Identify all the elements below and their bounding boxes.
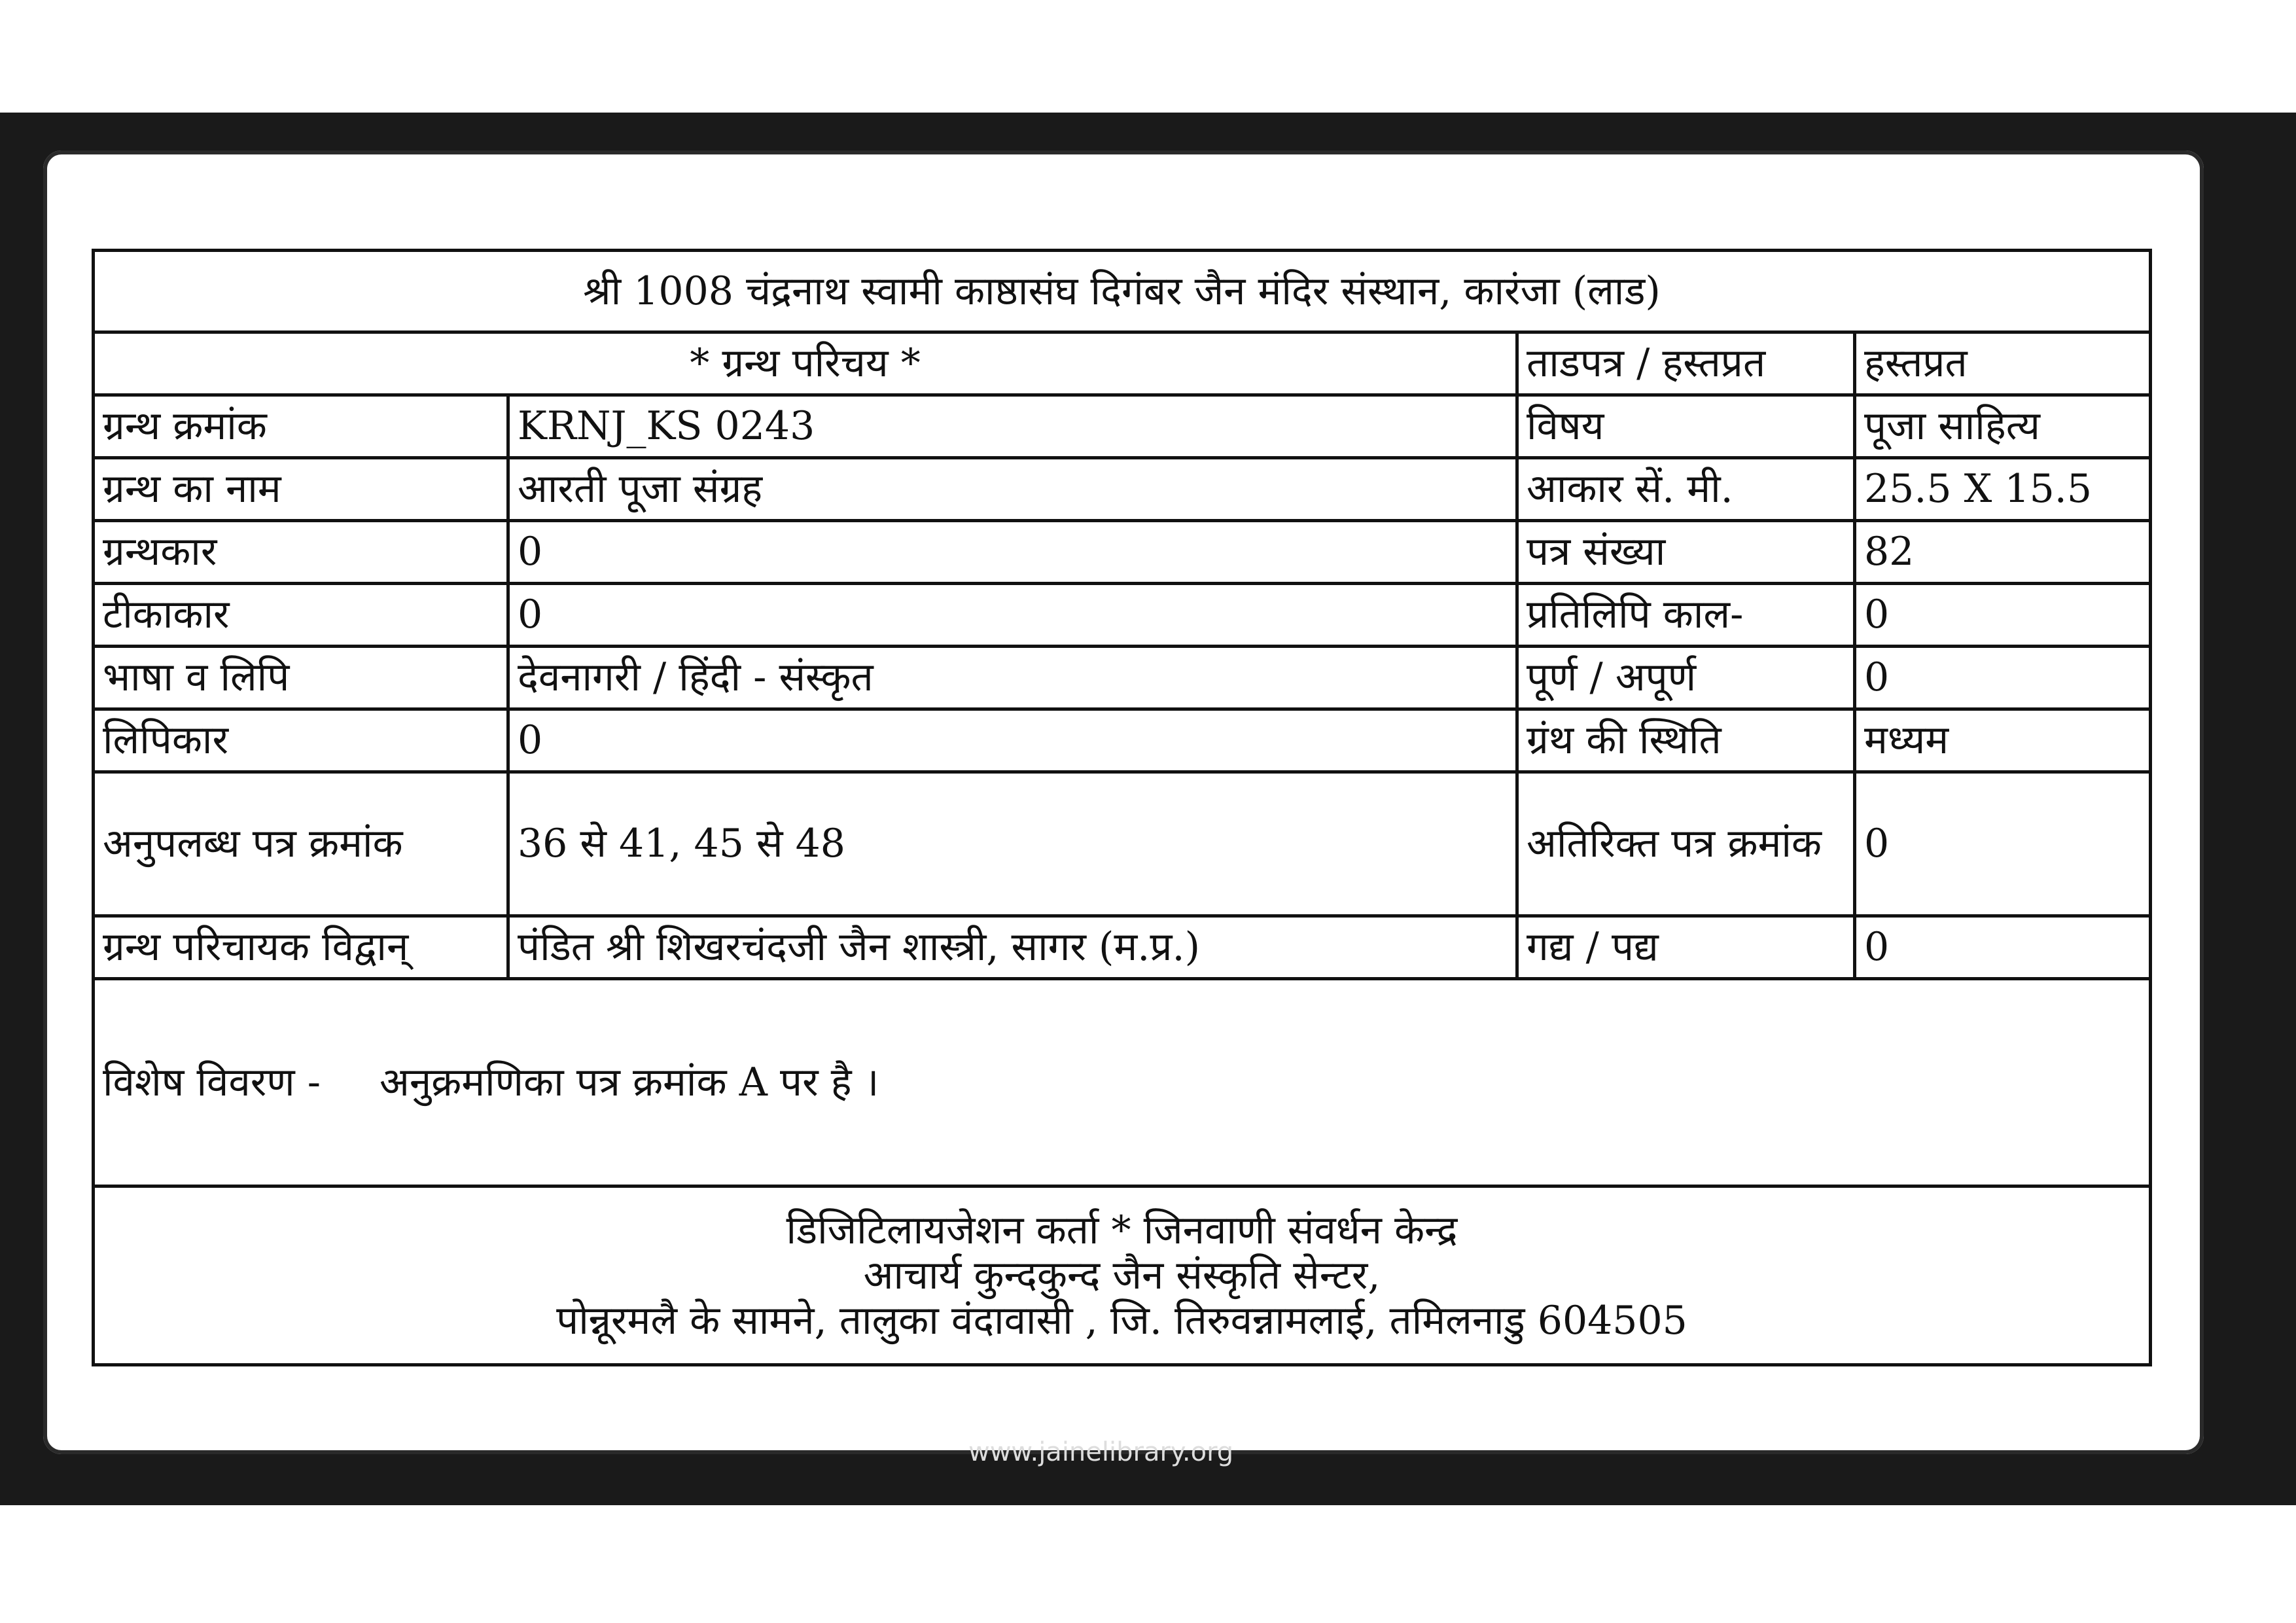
special-label: विशेष विवरण -	[103, 1059, 321, 1105]
footer-line-1: डिजिटिलायजेशन कर्ता * जिनवाणी संवर्धन केन्द्र	[786, 1207, 1458, 1253]
row-label: गद्य / पद्य	[1517, 916, 1855, 979]
row-value: पंडित श्री शिखरचंदजी जैन शास्त्री, सागर (म.प्र.)	[508, 916, 1517, 979]
institution-title: श्री 1008 चंद्रनाथ स्वामी काष्ठासंघ दिगंबर जैन मंदिर संस्थान, कारंजा (लाड)	[94, 251, 2151, 332]
row-value: 0	[1855, 584, 2151, 647]
table-row	[94, 647, 2151, 709]
row-value: पूजा साहित्य	[1855, 395, 2151, 458]
watermark-text: www.jainelibrary.org	[968, 1437, 1234, 1467]
row-value: 36 से 41, 45 से 48	[508, 772, 1517, 916]
table-row	[94, 395, 2151, 458]
table-row	[94, 521, 2151, 584]
row-value: आरती पूजा संग्रह	[508, 458, 1517, 521]
type-label: ताडपत्र / हस्तप्रत	[1517, 332, 1855, 395]
row-label: भाषा व लिपि	[94, 647, 508, 709]
row-label: पत्र संख्या	[1517, 521, 1855, 584]
intro-heading: * ग्रन्थ परिचय *	[94, 332, 1517, 395]
row-value: 25.5 X 15.5	[1855, 458, 2151, 521]
row-label: ग्रन्थ परिचायक विद्वान्	[94, 916, 508, 979]
row-label: लिपिकार	[94, 709, 508, 772]
row-label: विषय	[1517, 395, 1855, 458]
row-value: 0	[508, 584, 1517, 647]
type-value: हस्तप्रत	[1855, 332, 2151, 395]
manuscript-info-table	[92, 249, 2152, 1366]
row-value: 0	[1855, 772, 2151, 916]
row-label: ग्रन्थ क्रमांक	[94, 395, 508, 458]
row-value: KRNJ_KS 0243	[508, 395, 1517, 458]
row-value: 82	[1855, 521, 2151, 584]
special-remarks	[94, 979, 2151, 1186]
row-label: ग्रंथ की स्थिति	[1517, 709, 1855, 772]
special-text: अनुक्रमणिका पत्र क्रमांक A पर है ।	[379, 1059, 879, 1105]
row-label: ग्रन्थकार	[94, 521, 508, 584]
table-row	[94, 772, 2151, 916]
footer-line-2: आचार्य कुन्दकुन्द जैन संस्कृति सेन्टर,	[863, 1252, 1381, 1298]
row-label: पूर्ण / अपूर्ण	[1517, 647, 1855, 709]
row-value: 0	[508, 521, 1517, 584]
table-row	[94, 916, 2151, 979]
table-row	[94, 709, 2151, 772]
table-row	[94, 584, 2151, 647]
row-value: देवनागरी / हिंदी - संस्कृत	[508, 647, 1517, 709]
row-label: अनुपलब्ध पत्र क्रमांक	[94, 772, 508, 916]
digitization-credit	[94, 1186, 2151, 1365]
row-value: मध्यम	[1855, 709, 2151, 772]
row-value: 0	[1855, 916, 2151, 979]
row-value: 0	[508, 709, 1517, 772]
table-row	[94, 458, 2151, 521]
row-value: 0	[1855, 647, 2151, 709]
row-label: आकार सें. मी.	[1517, 458, 1855, 521]
row-label: टीकाकार	[94, 584, 508, 647]
row-label: ग्रन्थ का नाम	[94, 458, 508, 521]
row-label: प्रतिलिपि काल-	[1517, 584, 1855, 647]
footer-line-3: पोन्नूरमलै के सामने, तालुका वंदावासी , जि. तिरुवन्नामलाई, तमिलनाडु 604505	[556, 1297, 1687, 1344]
row-label: अतिरिक्त पत्र क्रमांक	[1517, 772, 1855, 916]
